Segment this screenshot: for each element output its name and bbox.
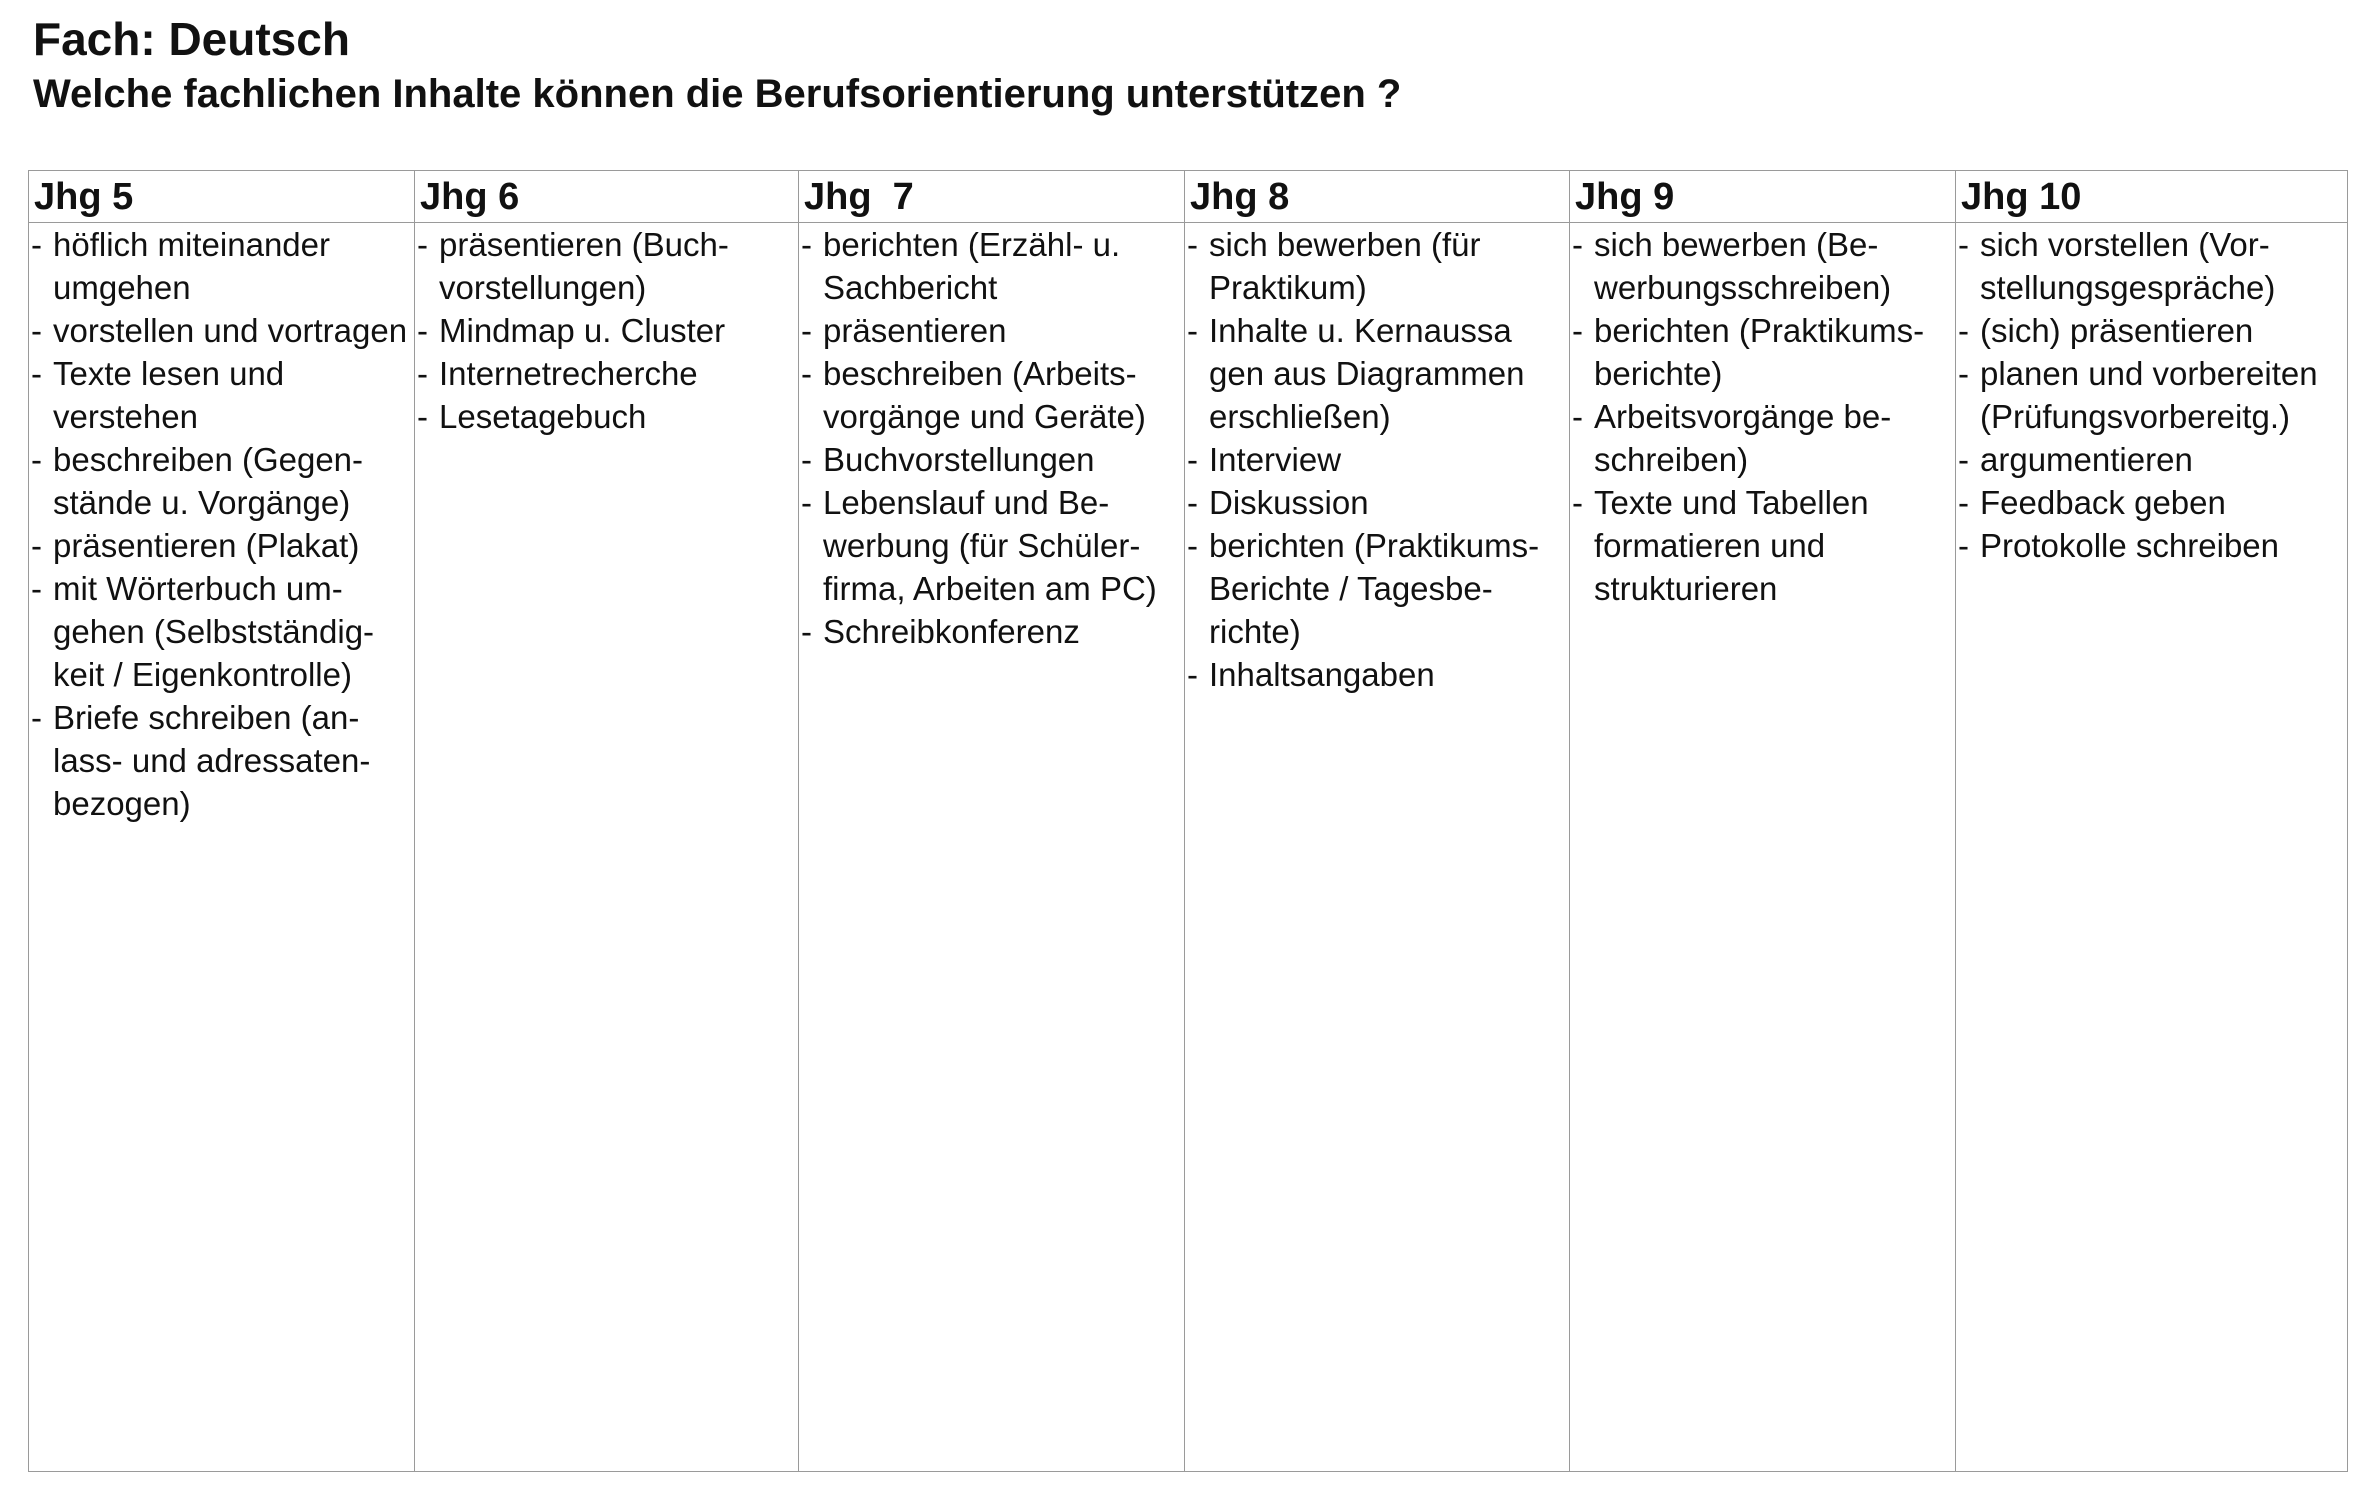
list-item: [1185, 223, 1569, 309]
list-item-line: - Buchvorstellungen: [823, 441, 1095, 478]
list-item-line: - planen und vorbereiten: [1980, 355, 2318, 392]
list-item-line: - beschreiben (Arbeits-: [823, 355, 1137, 392]
list-item: [799, 352, 1184, 438]
curriculum-table: [28, 170, 2348, 1472]
list-item-line: - beschreiben (Gegen-: [53, 441, 364, 478]
list-item: [799, 309, 1184, 352]
list-item-line: vorstellungen): [439, 269, 647, 306]
column-jhg-5: [29, 171, 415, 1471]
list-item: [1570, 223, 1955, 309]
list-item-line: - Feedback geben: [1980, 484, 2226, 521]
list-item: [415, 395, 798, 438]
list-item-line: werbungsschreiben): [1594, 269, 1892, 306]
list-item-line: - Inhaltsangaben: [1209, 656, 1435, 693]
list-item: [29, 696, 414, 825]
item-list: [1570, 223, 1955, 610]
list-item-line: bezogen): [53, 785, 191, 822]
list-item: [1185, 438, 1569, 481]
list-item: [29, 524, 414, 567]
column-header: Jhg 6: [415, 171, 798, 223]
item-list: [1185, 223, 1569, 696]
column-header: Jhg 5: [29, 171, 414, 223]
list-item-line: - mit Wörterbuch um-: [53, 570, 343, 607]
list-item: [29, 567, 414, 696]
list-item-line: formatieren und: [1594, 527, 1826, 564]
list-item-line: stände u. Vorgänge): [53, 484, 351, 521]
column-header: Jhg 10: [1956, 171, 2347, 223]
list-item-line: - berichten (Praktikums-: [1594, 312, 1925, 349]
list-item: [415, 352, 798, 395]
list-item: [1570, 481, 1955, 610]
column-jhg-7: [799, 171, 1185, 1471]
list-item-line: (Prüfungsvorbereitg.): [1980, 398, 2290, 435]
list-item-line: - Lesetagebuch: [439, 398, 647, 435]
list-item-line: - Protokolle schreiben: [1980, 527, 2279, 564]
list-item-line: - sich vorstellen (Vor-: [1980, 226, 2270, 263]
list-item-line: Sachbericht: [823, 269, 998, 306]
list-item-line: - präsentieren: [823, 312, 1007, 349]
list-item-line: gen aus Diagrammen: [1209, 355, 1525, 392]
list-item-line: - Diskussion: [1209, 484, 1369, 521]
list-item: [1185, 309, 1569, 438]
list-item-line: - Internetrecherche: [439, 355, 698, 392]
list-item-line: werbung (für Schüler-: [823, 527, 1141, 564]
list-item-line: gehen (Selbstständig-: [53, 613, 375, 650]
column-jhg-8: [1185, 171, 1570, 1471]
list-item: [415, 309, 798, 352]
list-item-line: - präsentieren (Buch-: [439, 226, 729, 263]
column-header: Jhg 8: [1185, 171, 1569, 223]
list-item-line: - Arbeitsvorgänge be-: [1594, 398, 1892, 435]
list-item: [415, 223, 798, 309]
list-item-line: richte): [1209, 613, 1301, 650]
list-item: [29, 223, 414, 309]
item-list: [1956, 223, 2347, 567]
list-item-line: - Interview: [1209, 441, 1342, 478]
list-item: [1185, 653, 1569, 696]
item-list: [799, 223, 1184, 653]
column-header: Jhg 9: [1570, 171, 1955, 223]
list-item: [799, 438, 1184, 481]
list-item-line: - Lebenslauf und Be-: [823, 484, 1110, 521]
item-list: [29, 223, 414, 825]
list-item-line: strukturieren: [1594, 570, 1778, 607]
list-item-line: - höflich miteinander: [53, 226, 330, 263]
item-list: [415, 223, 798, 438]
list-item-line: - sich bewerben (für: [1209, 226, 1481, 263]
list-item: [29, 309, 414, 352]
list-item-line: - Briefe schreiben (an-: [53, 699, 360, 736]
list-item-line: - Schreibkonferenz: [823, 613, 1080, 650]
list-item: [1185, 481, 1569, 524]
column-jhg-9: [1570, 171, 1956, 1471]
list-item-line: keit / Eigenkontrolle): [53, 656, 352, 693]
list-item: [1570, 395, 1955, 481]
column-header: Jhg 7: [799, 171, 1184, 223]
list-item-line: - Inhalte u. Kernaussa: [1209, 312, 1512, 349]
list-item: [1570, 309, 1955, 395]
list-item-line: umgehen: [53, 269, 191, 306]
list-item-line: - (sich) präsentieren: [1980, 312, 2254, 349]
list-item-line: - sich bewerben (Be-: [1594, 226, 1879, 263]
list-item: [29, 352, 414, 438]
list-item: [799, 610, 1184, 653]
list-item: [1956, 309, 2347, 352]
list-item: [1956, 524, 2347, 567]
list-item-line: - Texte lesen und: [53, 355, 285, 392]
list-item-line: Praktikum): [1209, 269, 1367, 306]
list-item: [799, 481, 1184, 610]
list-item: [1956, 438, 2347, 481]
list-item-line: berichte): [1594, 355, 1723, 392]
list-item-line: stellungsgespräche): [1980, 269, 2276, 306]
column-jhg-6: [415, 171, 799, 1471]
list-item-line: - vorstellen und vortragen: [53, 312, 408, 349]
list-item-line: - argumentieren: [1980, 441, 2193, 478]
document-subtitle: Welche fachlichen Inhalte können die Berufsorientierung unterstützen ?: [33, 72, 1402, 116]
list-item-line: Berichte / Tagesbe-: [1209, 570, 1493, 607]
list-item: [1956, 352, 2347, 438]
list-item-line: - Texte und Tabellen: [1594, 484, 1869, 521]
list-item-line: verstehen: [53, 398, 198, 435]
list-item-line: - präsentieren (Plakat): [53, 527, 360, 564]
list-item: [799, 223, 1184, 309]
list-item-line: vorgänge und Geräte): [823, 398, 1146, 435]
list-item-line: schreiben): [1594, 441, 1749, 478]
list-item: [1956, 481, 2347, 524]
list-item-line: - Mindmap u. Cluster: [439, 312, 726, 349]
column-jhg-10: [1956, 171, 2347, 1471]
document-title: Fach: Deutsch: [33, 13, 350, 65]
list-item: [29, 438, 414, 524]
list-item: [1956, 223, 2347, 309]
list-item-line: erschließen): [1209, 398, 1391, 435]
list-item: [1185, 524, 1569, 653]
list-item-line: lass- und adressaten-: [53, 742, 371, 779]
list-item-line: - berichten (Praktikums-: [1209, 527, 1540, 564]
list-item-line: firma, Arbeiten am PC): [823, 570, 1157, 607]
list-item-line: - berichten (Erzähl- u.: [823, 226, 1121, 263]
